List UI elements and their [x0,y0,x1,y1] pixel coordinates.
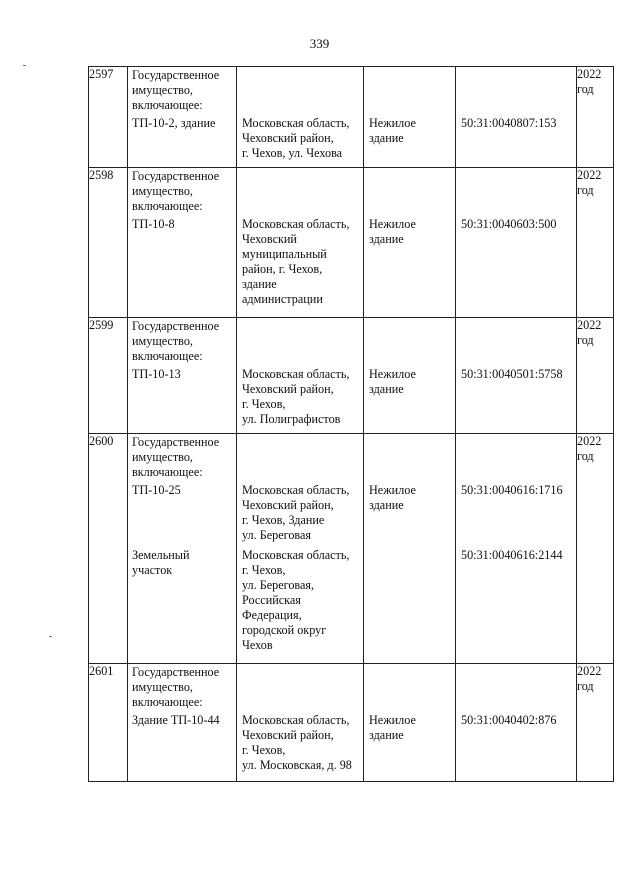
cadastral-cell [456,168,577,318]
year: 2022 год [577,434,602,463]
object-address: Московская область, Чеховский район, г. Чехов, ул. Чехова [242,116,350,160]
row-number: 2600 [89,434,128,664]
cadastral-number: 50:31:0040501:5758 [461,367,563,381]
year-cell [577,318,614,434]
object-name-cell [128,168,237,318]
object-type: Нежилое здание [369,217,416,246]
cadastral-cell [456,434,577,664]
object-type: Нежилое здание [369,116,416,145]
object-name: ТП-10-25 [132,483,181,497]
object-address: Московская область, Чеховский район, г. Чехов, Здание ул. Береговая [242,483,350,542]
row-number: 2599 [89,318,128,434]
year: 2022 год [577,67,602,96]
cadastral-cell [456,664,577,782]
object-type: Нежилое здание [369,713,416,742]
address-cell [237,318,364,434]
cadastral-cell [456,67,577,168]
group-header: Государственное имущество, включающее: [132,169,220,213]
type-cell [364,434,456,664]
cadastral-number: 50:31:0040603:500 [461,217,557,231]
group-header: Государственное имущество, включающее: [132,68,220,112]
table-row [89,664,614,782]
cadastral-number: 50:31:0040402:876 [461,713,557,727]
cadastral-number: 50:31:0040616:1716 [461,483,563,497]
table-row [89,434,614,664]
address-cell [237,67,364,168]
cadastral-number: 50:31:0040807:153 [461,116,557,130]
object-name: ТП-10-2, здание [132,116,216,130]
type-cell [364,168,456,318]
object-name: ТП-10-8 [132,217,175,231]
year-cell [577,664,614,782]
object-name: ТП-10-13 [132,367,181,381]
registry-table [88,66,614,782]
table-row [89,168,614,318]
row-number: 2601 [89,664,128,782]
page-number: 339 [309,36,330,51]
scan-mark [49,636,52,637]
object-name-cell [128,664,237,782]
year: 2022 год [577,318,602,347]
table-row [89,318,614,434]
object-name-cell [128,434,237,664]
year: 2022 год [577,664,602,693]
object-address: Московская область, Чеховский район, г. Чехов, ул. Московская, д. 98 [242,713,352,772]
row-number: 2598 [89,168,128,318]
cadastral-cell [456,318,577,434]
scan-mark [23,65,26,66]
address-cell [237,168,364,318]
cadastral-number: 50:31:0040616:2144 [461,548,563,562]
year-cell [577,67,614,168]
year-cell [577,168,614,318]
object-type: Нежилое здание [369,483,416,512]
type-cell [364,664,456,782]
group-header: Государственное имущество, включающее: [132,319,220,363]
object-name: Земельный участок [132,548,190,577]
type-cell [364,67,456,168]
object-address: Московская область, г. Чехов, ул. Береговая, Российская Федерация, городской округ Чехов [242,548,350,652]
object-name-cell [128,67,237,168]
object-name-cell [128,318,237,434]
object-name: Здание ТП-10-44 [132,713,220,727]
address-cell [237,434,364,664]
group-header: Государственное имущество, включающее: [132,665,220,709]
object-address: Московская область, Чеховский муниципальный район, г. Чехов, здание администрации [242,217,350,306]
object-type: Нежилое здание [369,367,416,396]
type-cell [364,318,456,434]
address-cell [237,664,364,782]
year-cell [577,434,614,664]
group-header: Государственное имущество, включающее: [132,435,220,479]
row-number: 2597 [89,67,128,168]
year: 2022 год [577,168,602,197]
object-address: Московская область, Чеховский район, г. Чехов, ул. Полиграфистов [242,367,350,426]
table-row [89,67,614,168]
